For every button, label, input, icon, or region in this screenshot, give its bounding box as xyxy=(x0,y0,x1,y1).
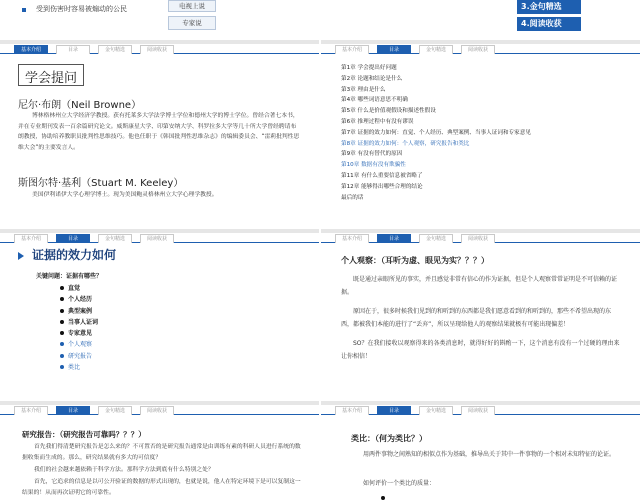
toc-item-golden[interactable] xyxy=(517,0,581,14)
paragraph: 首先，它追求的信息是以可公开验证的数据的形式出现的，也就是说，他人在特定环境下是可以复制这一结果的！从而再次证明它的可靠性。 xyxy=(22,479,301,496)
bullet-icon xyxy=(60,286,64,290)
slide-title: 研究报告：（研究报告可靠吗？？？） xyxy=(22,430,146,439)
bullet-icon xyxy=(60,354,64,358)
slide-title: 证据的效力如何 xyxy=(32,248,117,262)
nav-bar xyxy=(321,44,640,54)
slide-research xyxy=(0,405,319,500)
tab-intro[interactable]: 基本介绍 xyxy=(335,45,369,54)
paragraph: 如何评价一个类比的质量： xyxy=(363,480,436,487)
toc-item[interactable]: 第6章 推理过程中有没有谬误 xyxy=(341,118,414,125)
tab-reading[interactable]: 阅读收获 xyxy=(140,45,174,54)
tab-reading[interactable]: 阅读收获 xyxy=(140,406,174,415)
author1-bio: 博林格林州立大学经济学教授。获有托莱多大学法学博士学位和德州大学的博士学位。曾经合著七本书，并在专业期刊发表一百余篇研究论文。威斯康星大学、印第安纳大学、科罗拉多大学等几十所大学曾经聘请布朗教授，协助培养教职员批判性思维技巧。他也任职于《韩国批判性思维杂志》的编辑委员会、“雷莉批判性思维大会”的主要发言人。 xyxy=(18,113,300,151)
tab-intro[interactable]: 基本介绍 xyxy=(14,406,48,415)
bullet-icon xyxy=(60,309,64,313)
heading-box xyxy=(18,64,84,86)
author2-bio: 美国伊利诺伊大学心理学博士。现为美国鲍灵格林州立大学心理学教授。 xyxy=(32,192,218,198)
nav-bar xyxy=(0,233,319,243)
toc-item-reading-label: 4.阅读收获 xyxy=(521,19,562,28)
paragraph: 首先我们得清楚研究报告是怎么来的？不可置否的是研究报告通常是由训练有素的科研人员进行系统的数据收集而生成的。那么，研究结果就有多大的可信度？ xyxy=(22,444,301,461)
toc-item[interactable]: 第8章 证据的效力如何：个人观察，研究报告和类比 xyxy=(341,140,470,147)
toc-item[interactable]: 第11章 有什么重要信息被省略了 xyxy=(341,172,423,179)
slide-title: 类比：（何为类比？） xyxy=(351,434,427,443)
slide-toc xyxy=(321,44,640,229)
tab-reading[interactable]: 阅读收获 xyxy=(140,234,174,243)
tab-toc[interactable]: 目录 xyxy=(377,234,411,243)
tab-reading[interactable]: 阅读收获 xyxy=(461,406,495,415)
bullet-icon xyxy=(60,365,64,369)
nav-bar xyxy=(0,44,319,54)
toc-item[interactable]: 第1章 学会提出好问题 xyxy=(341,65,397,71)
author2-name: 斯图尔特·基利（Stuart M. Keeley） xyxy=(18,178,184,189)
tab-reading[interactable]: 阅读收获 xyxy=(461,45,495,54)
tab-toc[interactable]: 目录 xyxy=(56,45,90,54)
tab-intro[interactable]: 基本介绍 xyxy=(14,45,48,54)
slide-top-right xyxy=(321,0,640,40)
tab-intro[interactable]: 基本介绍 xyxy=(335,406,369,415)
slide-evidence: 基本介绍 目录 金句精选 阅读收获 证据的效力如何 关键问题：证据有哪些？ 直觉 个人经历 典型案例 当事人证词 专家意见 个人观察 研究报告 类比 xyxy=(0,233,319,401)
toc-item[interactable]: 第2章 论题和结论是什么 xyxy=(341,75,403,82)
citizen-text: 受到伤害时容易被煽动的公民 xyxy=(36,5,127,13)
tab-golden[interactable]: 金句精选 xyxy=(98,234,132,243)
tab-golden[interactable]: 金句精选 xyxy=(98,406,132,415)
toc-item-golden-label: 3.金句精选 xyxy=(521,2,562,11)
nav-bar xyxy=(321,405,640,415)
toc-item[interactable]: 第9章 有没有替代的原因 xyxy=(341,151,403,158)
paragraph: 用两件事物之间熟知的相似点作为基础，推导出关于其中一件事物的一个相对未知特征的论证。 xyxy=(363,451,616,458)
expert-says-label: 专家说 xyxy=(182,19,202,27)
bullet-icon xyxy=(60,342,64,346)
tab-golden[interactable]: 金句精选 xyxy=(419,234,453,243)
bullet-icon xyxy=(60,331,64,335)
paragraph: 我们的社会越来越依赖于科学方法。那科学方法到底有什么特别之处？ xyxy=(34,467,214,473)
toc-list xyxy=(341,63,631,203)
author1-name: 尼尔·布朗（Neil Browne） xyxy=(18,100,142,111)
tv-says-label: 电视上说 xyxy=(179,2,205,10)
nav-bar xyxy=(0,405,319,415)
toc-item[interactable]: 第4章 哪些词语意思不明确 xyxy=(341,97,408,104)
bullet-icon xyxy=(22,8,26,12)
triangle-icon xyxy=(18,252,24,260)
bullet-icon xyxy=(381,496,385,500)
bullet-icon xyxy=(60,297,64,301)
paragraph: 既是通过亲眼所见的事实，并且感觉非常有信心的作为证据，但是个人观察常常证明是不可信赖的证据。 xyxy=(341,276,618,296)
key-question: 关键问题：证据有哪些？ xyxy=(36,273,103,280)
tab-golden[interactable]: 金句精选 xyxy=(419,406,453,415)
paragraph: 原因在于，很多时候我们见到的和听到的东西都是我们愿意看到的和听到的，那些不希望出现的东西，都被我们本能的进行了“丢弃”，所以呈现给他人的观察结果就极有可能出现偏差！ xyxy=(341,308,612,328)
bullet-icon xyxy=(60,320,64,324)
slide-title: 个人观察：（耳听为虚、眼见为实？？？） xyxy=(341,256,489,265)
tab-intro[interactable]: 基本介绍 xyxy=(14,234,48,243)
toc-item-reading[interactable] xyxy=(517,17,581,31)
toc-item[interactable]: 第10章 数据有没有欺骗性 xyxy=(341,162,406,169)
tv-says-button[interactable] xyxy=(168,0,216,12)
page-title: 学会提问 xyxy=(25,71,78,86)
tab-intro[interactable]: 基本介绍 xyxy=(335,234,369,243)
tab-toc[interactable]: 目录 xyxy=(377,406,411,415)
tab-golden[interactable]: 金句精选 xyxy=(98,45,132,54)
slide-top-left xyxy=(0,0,319,40)
toc-item[interactable]: 第5章 什么是价值观假设和描述性假设 xyxy=(341,108,436,115)
tab-reading[interactable]: 阅读收获 xyxy=(461,234,495,243)
toc-item[interactable]: 最后的话 xyxy=(341,194,364,201)
tab-toc[interactable]: 目录 xyxy=(56,234,90,243)
slide-observation xyxy=(321,233,640,401)
tab-golden[interactable]: 金句精选 xyxy=(419,45,453,54)
expert-says-button[interactable] xyxy=(168,16,216,30)
column-divider xyxy=(319,0,321,500)
toc-item[interactable]: 第3章 理由是什么 xyxy=(341,86,386,93)
slide-intro xyxy=(0,44,319,229)
toc-item[interactable]: 第12章 能够得出哪些合理的结论 xyxy=(341,183,423,190)
nav-bar xyxy=(321,233,640,243)
tab-toc[interactable]: 目录 xyxy=(56,406,90,415)
paragraph: SO？在我们接收以观察得来的各类消息时，就得好好的斟酌一下，这个消息有没有一个过硬的理由来让你相信！ xyxy=(341,340,620,360)
slide-analogy xyxy=(321,405,640,500)
tab-toc[interactable]: 目录 xyxy=(377,45,411,54)
toc-item[interactable]: 第7章 证据的效力如何：直觉、个人经历、典型案例、当事人证词和专家意见 xyxy=(341,129,531,136)
